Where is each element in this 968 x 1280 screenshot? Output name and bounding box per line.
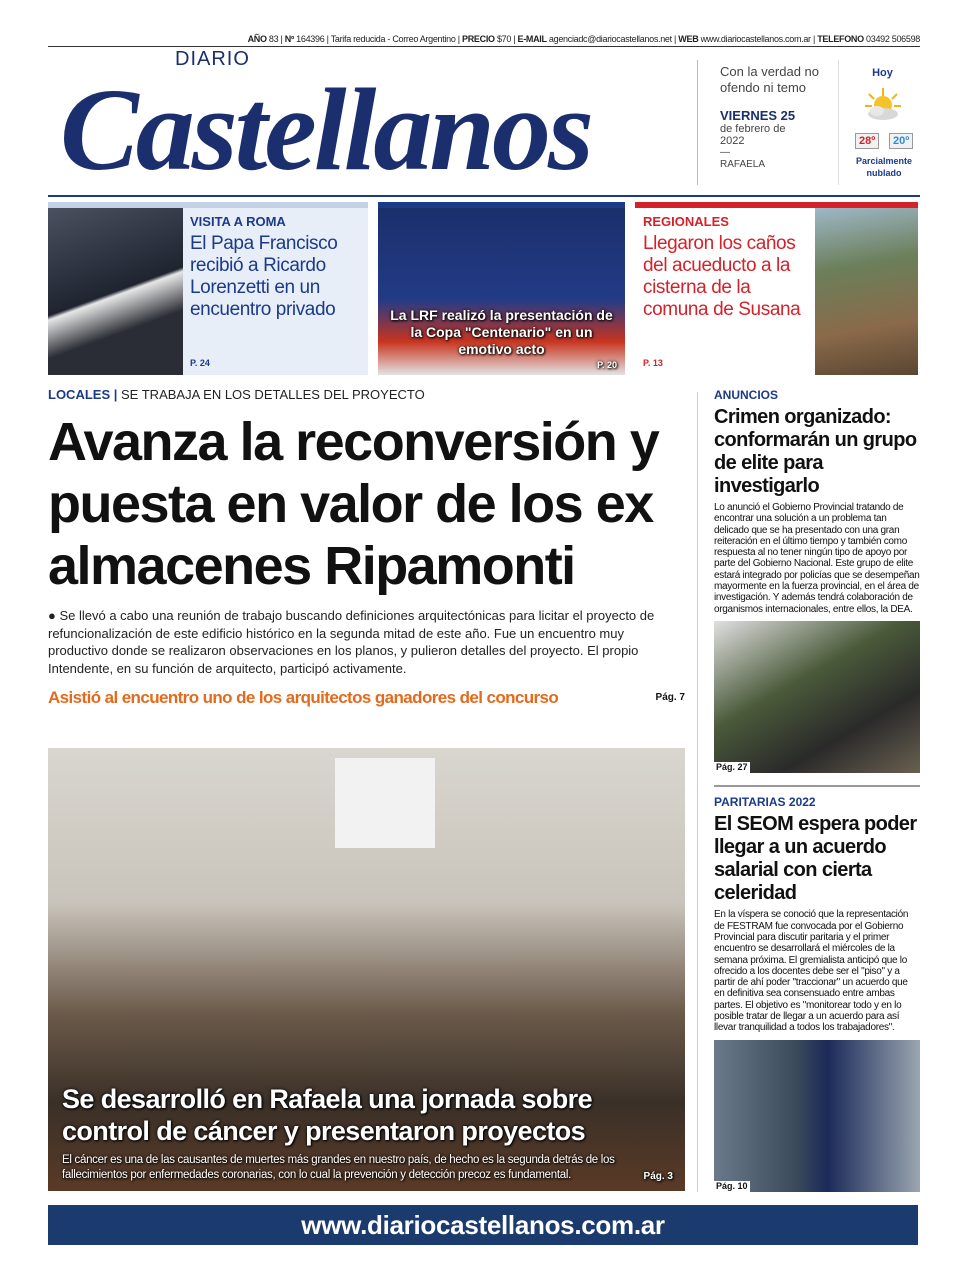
main-story — [48, 387, 698, 709]
sidebar-kicker: PARITARIAS 2022 — [714, 795, 816, 810]
photo-caption — [62, 1083, 673, 1183]
date: de febrero de 2022 — [720, 123, 786, 147]
partly-cloudy-icon — [863, 86, 903, 126]
masthead-info — [720, 64, 832, 171]
temp-max: 28º — [855, 133, 879, 149]
logo-diario: DIARIO — [175, 48, 250, 70]
photo-body: El cáncer es una de las causantes de muertes más grandes en nuestro país, de hecho es la segunda detrás de los fallecimientos por enfermedades coronarias, con lo cual la prevención y detección precoz es fundamental. — [62, 1154, 615, 1181]
teaser-headline: El Papa Francisco recibió a Ricardo Lorenzetti en un encuentro privado — [190, 233, 338, 320]
teaser-kicker: REGIONALES — [643, 214, 729, 229]
sidebar-body: Lo anunció el Gobierno Provincial tratando de encontrar una solución a un problema tan delicado que se ha presentado con una gran reiteración en el último tiempo y también como respuesta al no tener ningún tipo de apoyo por parte del Gobierno Nacional. Este grupo de elite estará integrado por policías que se desempeñan mayormente en la fuerza provincial, en el área de investigación. Y además tendrá colaboración de organismos internacionales, entre ellos, la DEA. — [714, 502, 920, 615]
teaser-headline: Llegaron los caños del acueducto a la cisterna de la comuna de Susana — [643, 233, 801, 320]
motto: Con la verdad no ofendo ni temo — [720, 64, 820, 95]
sidebar-kicker: ANUNCIOS — [714, 388, 779, 402]
teaser-copa[interactable] — [378, 202, 625, 375]
projection-screen — [335, 758, 435, 848]
sidebar-page: Pág. 27 — [716, 762, 748, 773]
sidebar-headline[interactable]: Crimen organizado: conformarán un grupo de elite para investigarlo — [714, 406, 917, 497]
dash: — — [720, 147, 730, 158]
divider — [838, 60, 839, 185]
teaser-page: P. 13 — [643, 358, 663, 368]
main-headline[interactable]: Avanza la reconversión y puesta en valor de los ex almacenes Ripamonti — [48, 412, 659, 596]
photo-headline[interactable]: Se desarrolló en Rafaela una jornada sobre control de cáncer y presentaron proyectos — [62, 1084, 592, 1146]
main-subhead: Asistió al encuentro uno de los arquitectos ganadores del concurso — [48, 688, 559, 707]
teaser-page: P. 24 — [190, 358, 210, 368]
temp-min: 20º — [889, 133, 913, 149]
info-bar: AÑO 83 | Nº 164396 | Tarifa reducida - Correo Argentino | PRECIO $70 | E-MAIL agenciadc@diariocastellanos.net | WEB www.diariocastellanos.com.ar | TELEFONO 03492 506598 — [48, 33, 920, 47]
day: VIERNES 25 — [720, 108, 796, 123]
pipes-photo — [815, 208, 918, 375]
logo[interactable]: Castellanos — [60, 64, 591, 195]
weather-condition: Parcialmente nublado — [855, 156, 913, 178]
divider — [697, 392, 698, 1192]
footer-url[interactable]: www.diariocastellanos.com.ar — [48, 1205, 918, 1245]
teaser-regionales[interactable] — [635, 202, 918, 375]
weather-label: Hoy — [872, 67, 893, 79]
main-page: Pág. 7 — [655, 692, 685, 703]
teaser-caption: La LRF realizó la presentación de la Copa "Centenario" en un emotivo acto — [390, 307, 613, 357]
sidebar-page: Pág. 10 — [716, 1181, 748, 1192]
pope-photo — [48, 208, 183, 375]
teaser-kicker: VISITA A ROMA — [190, 214, 286, 229]
teaser-roma[interactable] — [48, 202, 368, 375]
photo-page: Pág. 3 — [643, 1171, 673, 1182]
subhead-row — [48, 687, 685, 709]
union-leader-photo — [714, 1040, 920, 1192]
city: RAFAELA — [720, 159, 766, 170]
divider — [697, 60, 698, 185]
divider — [714, 785, 920, 787]
police-photo — [714, 621, 920, 773]
sidebar-body: En la víspera se conoció que la representación de FESTRAM fue convocada por el Gobierno Provincial para discutir paritaria y el primer encuentro se desarrollará el miércoles de la semana próxima. El gremialista anticipó que lo ofrecido a los docentes debe ser el "piso" y a partir de ahí poder "traccionar" un acuerdo que en definitiva sea consensuado entre ambas partes. El objetivo es "monitorear todo y en lo posible tratar de llegar a un acuerdo para así llevar tranquilidad a todos los trabajadores". — [714, 909, 909, 1034]
main-lead: ● Se llevó a cabo una reunión de trabajo buscando definiciones arquitectónicas para licitar el proyecto de refuncionalización de este edificio histórico en la segunda mitad de este año. Fue un encuentro muy productivo donde se realizaron observaciones en los planos, y pulieron detalles del proyecto. El propio Intendente, en su función de arquitecto, participó activamente. — [48, 608, 655, 676]
sidebar-headline[interactable]: El SEOM espera poder llegar a un acuerdo salarial con cierta celeridad — [714, 813, 917, 905]
teaser-page: P. 20 — [597, 360, 617, 370]
sidebar — [714, 388, 920, 1192]
divider — [48, 195, 920, 197]
section-label: LOCALES | SE TRABAJA EN LOS DETALLES DEL PROYECTO — [48, 387, 425, 402]
cancer-event-photo[interactable] — [48, 748, 685, 1191]
